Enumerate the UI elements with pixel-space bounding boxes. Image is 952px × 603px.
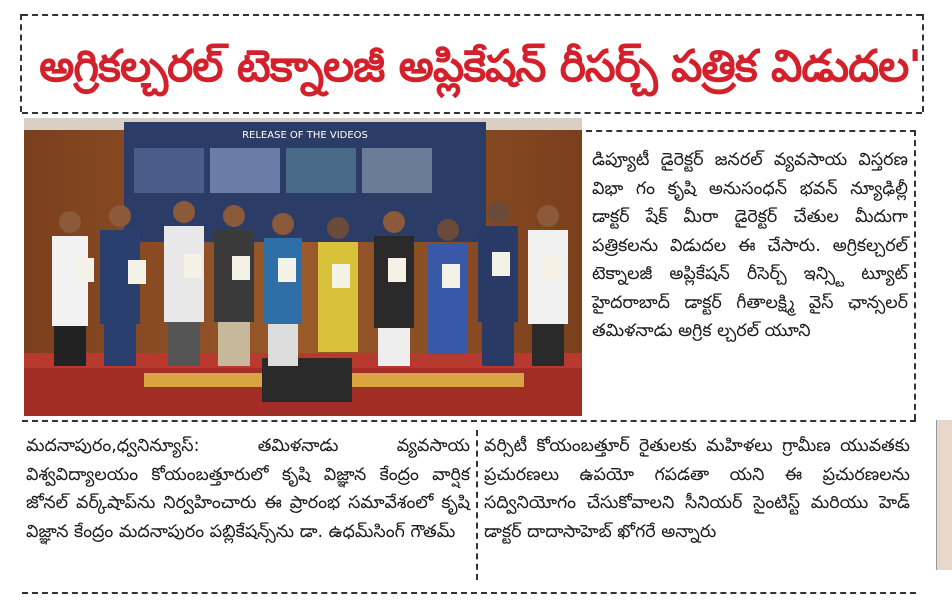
bottom-border [22,592,916,594]
headline-left-border [20,14,22,112]
bottom-section-border [22,420,916,422]
article-body-right-bottom [484,432,910,546]
adjacent-clipping-photo [936,420,952,570]
article-text-left-bottom: మదనాపురం,ధ్వనిన్యూస్: తమిళనాడు వ్యవసాయ విశ్వవిద్యాలయం కోయంబత్తూరులో కృషి విజ్ఞాన కేంద్రం వార్షిక జోనల్ వర్క్‌షాప్‌ను నిర్వహించారు ఈ ప్రారంభ సమావేశంలో కృషి విజ్ఞాన కేంద్రం మదనాపురం పబ్లికేషన్స్‌ను డా. ఉధమ్‌సింగ్ గౌతమ్ [26,436,470,542]
event-photo [24,118,582,416]
article-body-right-top [592,146,908,346]
headline-bottom-border [22,112,922,114]
article-text-right-top: డిప్యూటీ డైరెక్టర్ జనరల్ వ్యవసాయ విస్తరణ విభా గం కృషి అనుసంధన్ భవన్ న్యూఢిల్లీ డాక్టర్ షేక్ మీరా డైరెక్టర్ చేతుల మీదుగా పత్రికలను విడుదల ఈ చేసారు. అగ్రికల్చరల్ టెక్నాలజీ అప్లికేషన్ రీసెర్చ్ ఇన్స్టి ట్యూట్ హైదరాబాద్ డాక్టర్ గీతాలక్ష్మి వైస్ ఛాన్సలర్ తమిళనాడు అగ్రిక ల్చరల్ యూని [592,150,908,341]
screen-banner: RELEASE OF THE VIDEOS [242,130,368,141]
column-divider [476,430,478,580]
top-border [22,14,922,16]
article-body-left-bottom [26,432,470,546]
article-text-right-bottom: వర్సిటీ కోయంబత్తూర్ రైతులకు మహిళలు గ్రామీణ యువతకు ప్రచురణలు ఉపయో గపడతా యని ఈ ప్రచురణలను సద్వినియోగం చేసుకోవాలని సీనియర్ సైంటిస్ట్ మరియు హెడ్ డాక్టర్ దాదాసాహెబ్ ఖోగరే అన్నారు [484,436,910,542]
right-col-top-border [586,130,916,132]
article-headline: అగ్రికల్చరల్ టెక్నాలజీ అప్లికేషన్ రీసర్చ్ పత్రిక విడుదల' [39,41,921,92]
event-photo-illustration [24,118,582,416]
right-col-right-border [914,130,916,420]
